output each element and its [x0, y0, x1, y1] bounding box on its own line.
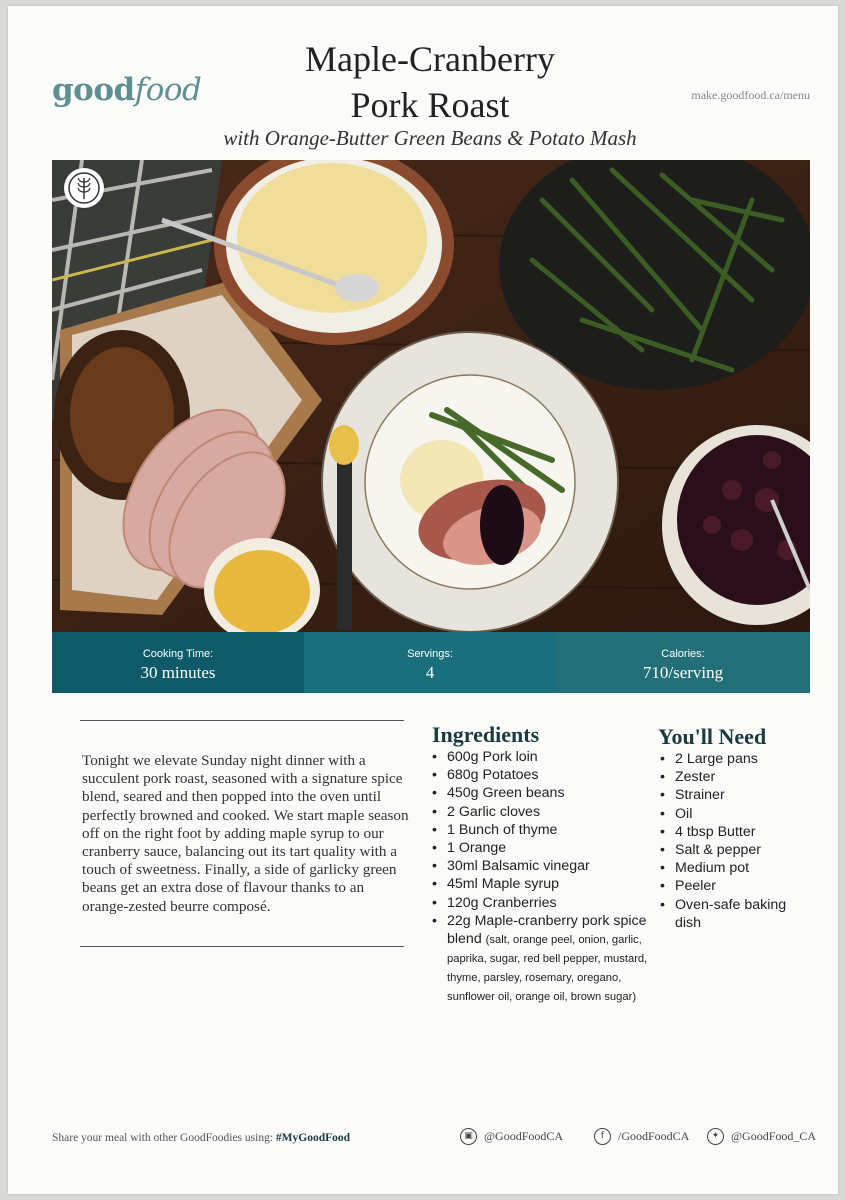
wheat-icon [64, 168, 104, 208]
ingredients-list [432, 748, 650, 1006]
youll-need-heading: You'll Need [658, 724, 767, 749]
spice-blend-name: 22g Maple-cranberry pork spice blend [447, 912, 647, 948]
instagram-icon: ▣ [460, 1128, 477, 1145]
cooking-time-stat: Cooking Time: 30 minutes [52, 632, 304, 693]
list-item: • 4 tbsp Butter [660, 823, 810, 841]
list-item: • 1 Orange [432, 839, 650, 857]
list-item: • Medium pot [660, 859, 810, 877]
twitter-icon: ✦ [707, 1128, 724, 1145]
list-item: • 120g Cranberries [432, 894, 650, 912]
list-item: • Oven-safe baking dish [660, 896, 810, 932]
servings-stat: Servings: 4 [304, 632, 556, 693]
recipe-stats-bar [52, 632, 810, 693]
instagram-handle[interactable]: ▣ @GoodFoodCA [460, 1128, 563, 1145]
facebook-icon: f [594, 1128, 611, 1145]
list-item: • Oil [660, 805, 810, 823]
share-footer: Share your meal with other GoodFoodies using: #MyGoodFood [52, 1132, 351, 1144]
list-item: • 450g Green beans [432, 784, 650, 802]
divider-bottom [80, 946, 404, 947]
list-item: • 1 Bunch of thyme [432, 821, 650, 839]
recipe-title: Maple-Cranberry Pork Roast [305, 39, 555, 125]
recipe-subtitle: with Orange-Butter Green Beans & Potato Mash [223, 126, 637, 150]
hashtag: #MyGoodFood [275, 1132, 351, 1144]
divider-top [80, 720, 404, 721]
ingredients-heading: Ingredients [432, 722, 540, 747]
twitter-handle[interactable]: ✦ @GoodFood_CA [707, 1128, 816, 1145]
list-item [432, 912, 650, 1006]
spice-blend-detail: (salt, orange peel, onion, garlic, paprika, sugar, red bell pepper, mustard, thyme, parsley, rosemary, oregano, sunflower oil, orange oil, brown sugar) [447, 934, 648, 1004]
equipment-list [660, 750, 810, 932]
list-item: • 680g Potatoes [432, 766, 650, 784]
menu-url: make.goodfood.ca/menu [691, 88, 810, 102]
list-item: • Salt & pepper [660, 841, 810, 859]
recipe-description: Tonight we elevate Sunday night dinner with a succulent pork roast, seasoned with a signature spice blend, seared and then popped into the oven until perfectly browned and cooked. We start maple season off on the right foot by adding maple syrup to our cranberry sauce, balancing out its tart quality with a touch of sweetness. Finally, a side of garlicky green beans get an extra dose of flavour thanks to an orange-zested beurre composé. [82, 752, 409, 915]
list-item: • 45ml Maple syrup [432, 875, 650, 893]
list-item: • 600g Pork loin [432, 748, 650, 766]
goodfood-logo: goodfood [52, 72, 202, 108]
facebook-handle[interactable]: f /GoodFoodCA [594, 1128, 689, 1145]
list-item: • Peeler [660, 877, 810, 895]
list-item: • 30ml Balsamic vinegar [432, 857, 650, 875]
dish-photo [52, 160, 810, 632]
list-item: • 2 Garlic cloves [432, 803, 650, 821]
list-item: • Strainer [660, 786, 810, 804]
list-item: • 2 Large pans [660, 750, 810, 768]
calories-stat: Calories: 710/serving [556, 632, 810, 693]
list-item: • Zester [660, 768, 810, 786]
